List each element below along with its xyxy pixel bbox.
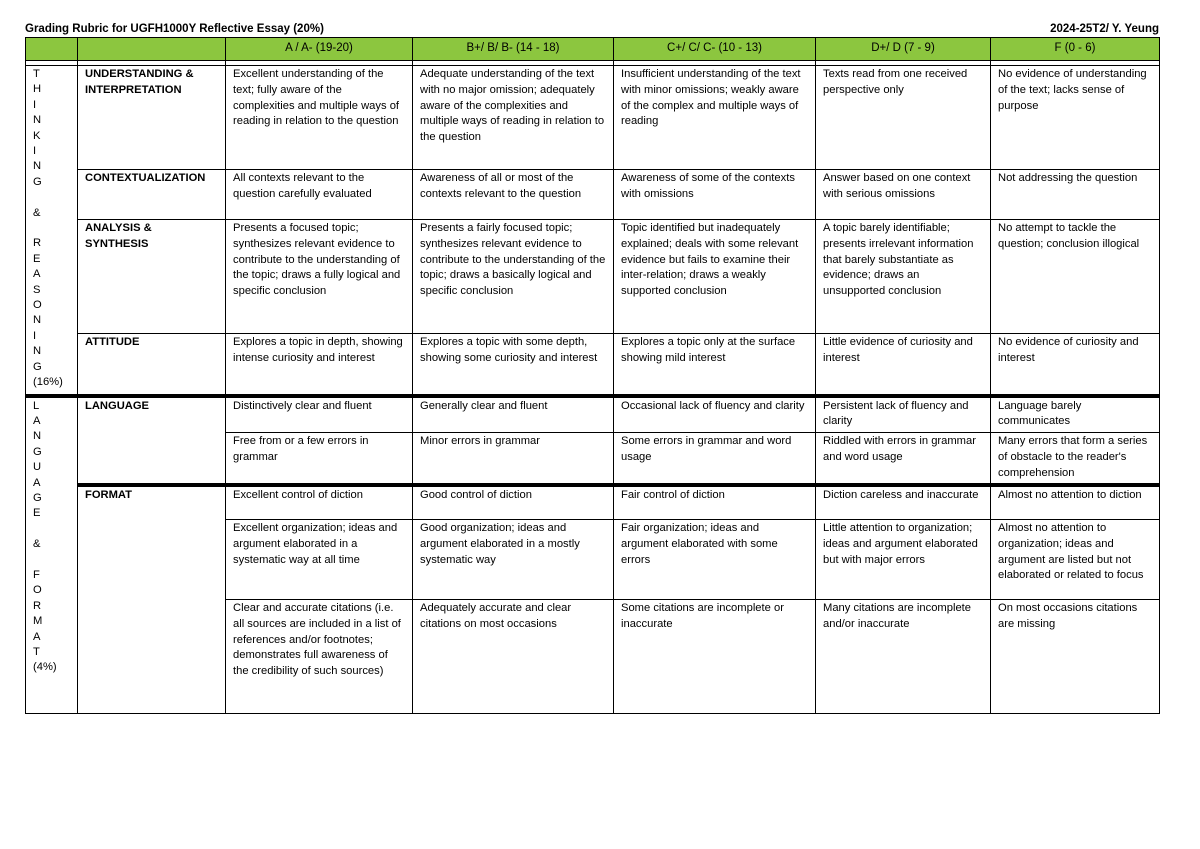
cell-format1-a: Excellent control of diction — [226, 485, 413, 519]
cell-language2-c: Some errors in grammar and word usage — [614, 433, 816, 486]
cell-format2-f: Almost no attention to organization; ideas and argument are listed but not elaborated or related to focus — [991, 519, 1160, 599]
row-attitude — [26, 334, 1160, 396]
criterion-analysis: ANALYSIS & SYNTHESIS — [78, 220, 226, 334]
row-contextualization — [26, 170, 1160, 220]
criterion-understanding: UNDERSTANDING & INTERPRETATION — [78, 66, 226, 170]
cell-understanding-b: Adequate understanding of the text with no major omission; adequately aware of the complexities and multiple ways of reading in relation to the question — [413, 66, 614, 170]
cell-context-f: Not addressing the question — [991, 170, 1160, 220]
cell-format3-d: Many citations are incomplete and/or inaccurate — [816, 599, 991, 713]
cell-format3-b: Adequately accurate and clear citations on most occasions — [413, 599, 614, 713]
cell-language2-b: Minor errors in grammar — [413, 433, 614, 486]
cell-language1-a: Distinctively clear and fluent — [226, 396, 413, 433]
cell-format2-c: Fair organization; ideas and argument elaborated with some errors — [614, 519, 816, 599]
cell-format1-b: Good control of diction — [413, 485, 614, 519]
row-analysis — [26, 220, 1160, 334]
cell-format3-f: On most occasions citations are missing — [991, 599, 1160, 713]
grade-column-c: C+/ C/ C- (10 - 13) — [614, 38, 816, 61]
row-format-1 — [26, 485, 1160, 519]
cell-understanding-f: No evidence of understanding of the text; lacks sense of purpose — [991, 66, 1160, 170]
cell-language1-b: Generally clear and fluent — [413, 396, 614, 433]
cell-attitude-c: Explores a topic only at the surface showing mild interest — [614, 334, 816, 396]
cell-analysis-b: Presents a fairly focused topic; synthesizes relevant evidence to contribute to the understanding of the topic; draws a basically logical and specific conclusion — [413, 220, 614, 334]
cell-language1-f: Language barely communicates — [991, 396, 1160, 433]
cell-format3-a: Clear and accurate citations (i.e. all sources are included in a list of references and/or footnotes; demonstrates full awareness of the credibility of such sources) — [226, 599, 413, 713]
page-header — [25, 22, 1159, 36]
header-blank-criterion — [78, 38, 226, 61]
cell-format1-f: Almost no attention to diction — [991, 485, 1160, 519]
cell-context-d: Answer based on one context with serious omissions — [816, 170, 991, 220]
cell-language2-d: Riddled with errors in grammar and word usage — [816, 433, 991, 486]
cell-attitude-a: Explores a topic in depth, showing intense curiosity and interest — [226, 334, 413, 396]
cell-format1-c: Fair control of diction — [614, 485, 816, 519]
cell-language1-c: Occasional lack of fluency and clarity — [614, 396, 816, 433]
grade-column-f: F (0 - 6) — [991, 38, 1160, 61]
cell-language2-f: Many errors that form a series of obstacle to the reader's comprehension — [991, 433, 1160, 486]
cell-context-b: Awareness of all or most of the contexts relevant to the question — [413, 170, 614, 220]
cell-analysis-f: No attempt to tackle the question; conclusion illogical — [991, 220, 1160, 334]
cell-format2-b: Good organization; ideas and argument elaborated in a mostly systematic way — [413, 519, 614, 599]
cell-format1-d: Diction careless and inaccurate — [816, 485, 991, 519]
cell-understanding-c: Insufficient understanding of the text with minor omissions; weakly aware of the complex and multiple ways of reading — [614, 66, 816, 170]
side-label-thinking-reasoning: T H I N K I N G & R E A S O N I N G (16%) — [26, 66, 78, 396]
rubric-table — [25, 37, 1160, 714]
grade-column-d: D+/ D (7 - 9) — [816, 38, 991, 61]
cell-context-c: Awareness of some of the contexts with omissions — [614, 170, 816, 220]
cell-attitude-d: Little evidence of curiosity and interest — [816, 334, 991, 396]
header-blank-side — [26, 38, 78, 61]
cell-format3-c: Some citations are incomplete or inaccurate — [614, 599, 816, 713]
cell-understanding-a: Excellent understanding of the text; fully aware of the complexities and multiple ways of reading in relation to the question — [226, 66, 413, 170]
criterion-format: FORMAT — [78, 485, 226, 713]
cell-attitude-f: No evidence of curiosity and interest — [991, 334, 1160, 396]
cell-context-a: All contexts relevant to the question carefully evaluated — [226, 170, 413, 220]
row-understanding — [26, 66, 1160, 170]
cell-language2-a: Free from or a few errors in grammar — [226, 433, 413, 486]
document-title: Grading Rubric for UGFH1000Y Reflective Essay (20%) — [25, 23, 324, 35]
grade-column-b: B+/ B/ B- (14 - 18) — [413, 38, 614, 61]
term-author: 2024-25T2/ Y. Yeung — [1050, 23, 1159, 35]
cell-analysis-a: Presents a focused topic; synthesizes relevant evidence to contribute to the understanding of the topic; draws a fully logical and specific conclusion — [226, 220, 413, 334]
grade-column-a: A / A- (19-20) — [226, 38, 413, 61]
cell-analysis-d: A topic barely identifiable; presents irrelevant information that barely substantiate as evidence; draws an unsupported conclusion — [816, 220, 991, 334]
criterion-language: LANGUAGE — [78, 396, 226, 486]
grade-header-row — [26, 38, 1160, 61]
criterion-attitude: ATTITUDE — [78, 334, 226, 396]
side-label-language-format: L A N G U A G E & F O R M A T (4%) — [26, 396, 78, 714]
cell-analysis-c: Topic identified but inadequately explained; deals with some relevant evidence but fails to examine their inter-relation; draws a weakly supported conclusion — [614, 220, 816, 334]
criterion-contextualization: CONTEXTUALIZATION — [78, 170, 226, 220]
cell-format2-d: Little attention to organization; ideas and argument elaborated but with major errors — [816, 519, 991, 599]
row-language-1 — [26, 396, 1160, 433]
cell-format2-a: Excellent organization; ideas and argument elaborated in a systematic way at all time — [226, 519, 413, 599]
cell-attitude-b: Explores a topic with some depth, showing some curiosity and interest — [413, 334, 614, 396]
cell-understanding-d: Texts read from one received perspective only — [816, 66, 991, 170]
cell-language1-d: Persistent lack of fluency and clarity — [816, 396, 991, 433]
